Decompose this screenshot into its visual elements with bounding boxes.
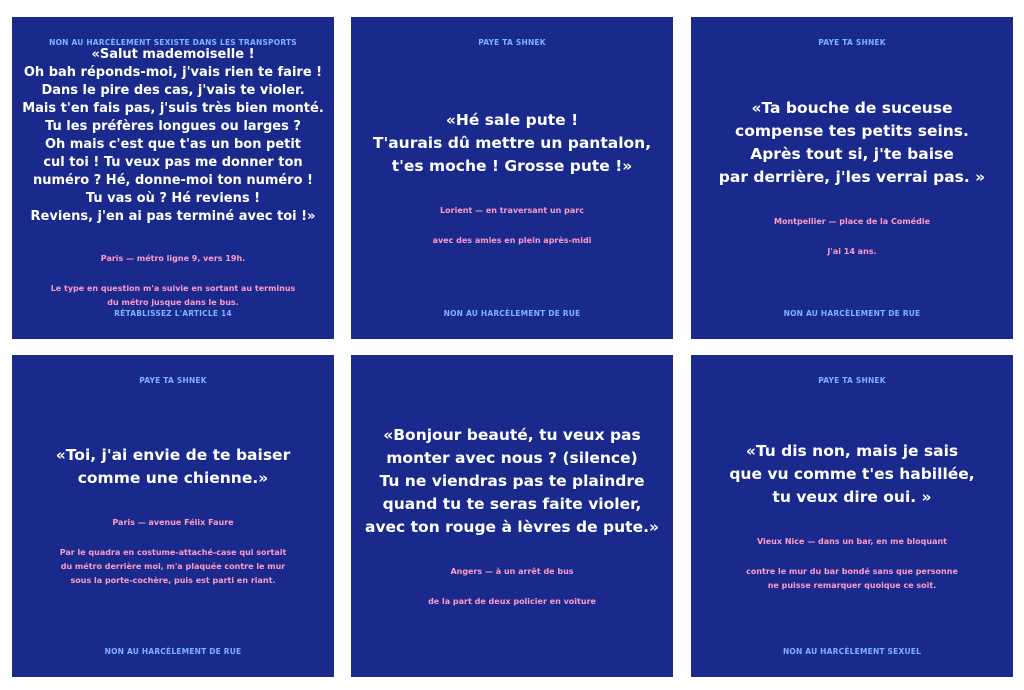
card-place: Paris — avenue Félix Faure: [112, 518, 234, 527]
card-detail: avec des amies en plein après-midi: [432, 235, 592, 245]
card-footer: NON AU HARCÈLEMENT DE RUE: [443, 309, 581, 318]
poster-card: [12, 17, 334, 339]
card-body: [701, 57, 1003, 299]
card-meta: [51, 238, 296, 310]
card-detail: de la part de deux policier en voiture: [428, 596, 596, 606]
card-quote: «Hé sale pute ! T'aurais dû mettre un pantalon, t'es moche ! Grosse pute !»: [372, 110, 652, 175]
card-meta: [774, 201, 930, 259]
card-body: [361, 57, 663, 299]
card-place: Paris — métro ligne 9, vers 19h.: [100, 254, 246, 263]
poster-card: [12, 355, 334, 677]
card-quote: «Salut mademoiselle ! Oh bah réponds-moi, j'vais rien te faire ! Dans le pire des cas, j'vais te violer. Mais t'en fais pas, j'suis très bien monté. Tu les préfères longues ou larges ? Oh mais c'est que t'as un bon petit cul toi ! Tu veux pas me donner ton numéro ? Hé, donne-moi ton numéro ! Tu vas où ? Hé reviens ! Reviens, j'en ai pas terminé avec toi !»: [22, 47, 324, 224]
card-header: PAYE TA SHNEK: [818, 38, 886, 47]
card-meta: [746, 521, 958, 593]
card-header: PAYE TA SHNEK: [478, 38, 546, 47]
poster-card: [691, 17, 1013, 339]
poster-card: [351, 355, 673, 677]
card-detail: contre le mur du bar bondé sans que personne ne puisse remarquer quoique ce soit.: [746, 566, 958, 590]
poster-card: [351, 17, 673, 339]
card-place: Vieux Nice — dans un bar, en me bloquant: [756, 536, 948, 546]
card-footer: NON AU HARCÈLEMENT DE RUE: [783, 309, 921, 318]
poster-card: [691, 355, 1013, 677]
card-meta: [433, 190, 592, 248]
card-detail: Le type en question m'a suivie en sortant au terminus du métro jusque dans le bus.: [50, 284, 296, 307]
card-body: [22, 395, 324, 637]
card-body: [361, 395, 663, 637]
card-footer: NON AU HARCÈLEMENT DE RUE: [104, 647, 242, 656]
card-meta: [60, 502, 287, 588]
card-header: PAYE TA SHNEK: [139, 376, 207, 385]
card-header: PAYE TA SHNEK: [818, 376, 886, 385]
card-footer: RÉTABLISSEZ L'ARTICLE 14: [114, 309, 232, 318]
card-header: NON AU HARCÈLEMENT SEXISTE DANS LES TRANSPORTS: [49, 38, 297, 47]
card-body: [22, 47, 324, 307]
card-quote: «Toi, j'ai envie de te baiser comme une chienne.»: [55, 446, 291, 487]
card-place: Angers — à un arrêt de bus: [450, 566, 574, 576]
card-footer: NON AU HARCÈLEMENT SEXUEL: [782, 647, 922, 656]
card-quote: «Tu dis non, mais je sais que vu comme t'es habillée, tu veux dire oui. »: [729, 441, 975, 506]
card-detail: Par le quadra en costume-attaché-case qui sortait du métro derrière moi, m'a plaquée contre le mur sous la porte-cochère, puis est parti en riant.: [59, 548, 287, 585]
card-quote: «Bonjour beauté, tu veux pas monter avec nous ? (silence) Tu ne viendras pas te plaindre quand tu te seras faite violer, avec ton rouge à lèvres de pute.»: [364, 425, 659, 536]
card-body: [701, 395, 1003, 637]
card-detail: J'ai 14 ans.: [827, 247, 877, 256]
card-quote: «Ta bouche de suceuse compense tes petits seins. Après tout si, j'te baise par derrière, j'les verrai pas. »: [718, 99, 986, 186]
card-place: Montpellier — place de la Comédie: [773, 217, 930, 226]
card-place: Lorient — en traversant un parc: [440, 205, 584, 215]
card-meta: [428, 551, 596, 609]
